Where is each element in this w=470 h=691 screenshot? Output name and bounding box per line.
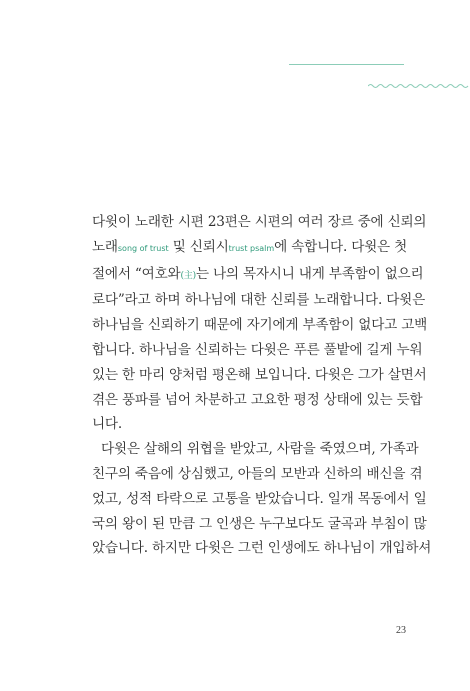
text-fragment: 노래 <box>92 238 118 255</box>
text-line: 았습니다. 하지만 다윗은 그런 인생에도 하나님이 개입하셔 <box>92 540 432 557</box>
text-fragment: 및 신뢰시 <box>168 238 229 255</box>
text-line: 하나님을 신뢰하기 때문에 자기에게 부족함이 없다고 고백 <box>92 317 428 334</box>
page-number: 23 <box>396 625 406 636</box>
text-line: 로다”라고 하며 하나님에 대한 신뢰를 노래합니다. 다윗은 <box>92 292 426 309</box>
text-line: 합니다. 하나님을 신뢰하는 다윗은 푸른 풀밭에 길게 누워 <box>92 341 423 358</box>
body-text <box>92 210 432 561</box>
text-line <box>92 235 408 262</box>
text-line: 었고, 성적 타락으로 고통을 받았습니다. 일개 목동에서 일 <box>92 490 427 507</box>
text-fragment: 는 나의 목자시니 내게 부족함이 없으리 <box>195 265 424 282</box>
english-gloss: song of trust <box>117 243 169 253</box>
hanja-gloss: (主) <box>180 270 196 281</box>
text-line: 친구의 죽음에 상심했고, 아들의 모반과 신하의 배신을 겪 <box>92 465 423 482</box>
text-line <box>92 262 424 289</box>
text-line: 다윗이 노래한 시편 23편은 시편의 여러 장르 중에 신뢰의 <box>92 214 427 230</box>
text-line: 겪은 풍파를 넘어 차분하고 고요한 평정 상태에 있는 듯합 <box>92 391 423 408</box>
english-gloss: trust psalm <box>228 243 275 253</box>
text-fragment: 에 속합니다. 다윗은 첫 <box>274 238 408 255</box>
text-line: 있는 한 마리 양처럼 평온해 보입니다. 다윗은 그가 살면서 <box>92 366 427 383</box>
text-line: 다윗은 살해의 위협을 받았고, 사람을 죽였으며, 가족과 <box>101 441 419 458</box>
text-fragment: 절에서 “여호와 <box>92 265 181 282</box>
text-line: 니다. <box>92 416 122 433</box>
wave-ornament-icon <box>368 82 470 90</box>
decorative-rule <box>289 64 404 65</box>
text-line: 국의 왕이 된 만큼 그 인생은 누구보다도 굴곡과 부침이 많 <box>92 515 427 532</box>
